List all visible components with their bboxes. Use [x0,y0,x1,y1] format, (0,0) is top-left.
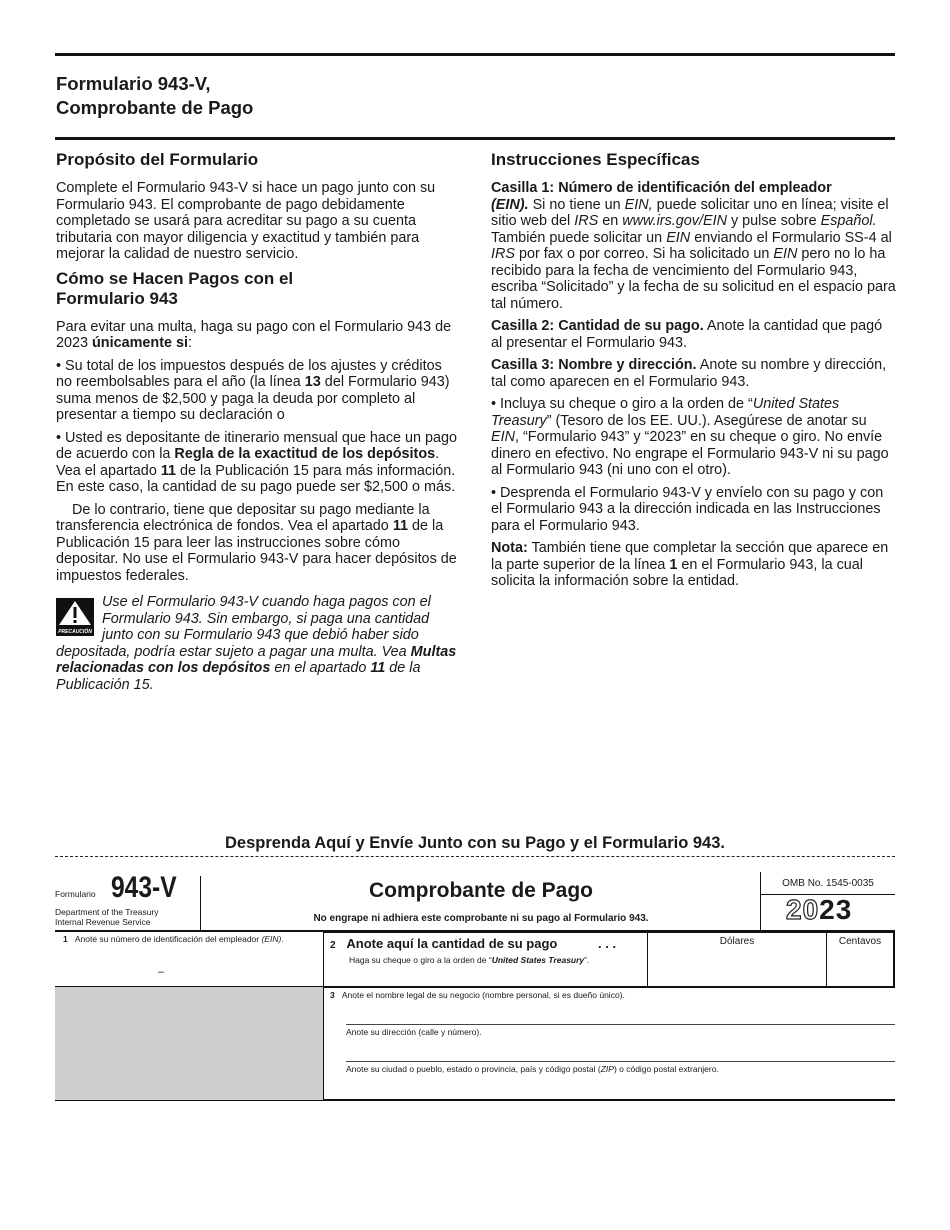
column-divider [323,930,324,1100]
tax-year: 2023 [786,894,853,925]
omb-number: OMB No. 1545-0035 [782,878,874,889]
payment-voucher [55,872,895,1100]
cents-field[interactable] [827,952,893,985]
svg-text:PRECAUCIÓN: PRECAUCIÓN [58,629,92,635]
box3-address-label: Anote su dirección (calle y número). [346,1027,482,1037]
purpose-text: Complete el Formulario 943-V si hace un pago junto con su Formulario 943. El comprobante de pago debidamente completado se usará para acreditar su pago a su cuenta tributaria con mayor diligencia y exactitud y también para mejorar la calidad de nuestro servicio. [56,180,436,262]
purpose-heading: Propósito del Formulario [56,150,259,169]
form-word: Formulario [55,889,96,899]
box2-label: 2 Anote aquí la cantidad de su pago [330,936,558,951]
box1-instructions: Casilla 1: Número de identificación del empleador (EIN). Si no tiene un EIN, puede solicitar uno en línea; visite el sitio web del IRS en www.irs.gov/EIN y pulse sobre Español. También puede solicitar un EIN enviando el Formulario SS-4 al IRS por fax o por correo. Si ha solicitado un EIN pero no lo ha recibido para la fecha de vencimiento del Formulario 943, escriba “Solicitado” y la fecha de su solicitud en el espacio para tal número. [491,180,896,312]
box2-right-rule [893,931,895,987]
note-paragraph: Nota: También tiene que completar la sección que aparece en la parte superior de la línea 1 en el Formulario 943, la cual solicita la información sobre la entidad. [491,540,889,589]
right-column [491,150,896,596]
otherwise-paragraph: De lo contrario, tiene que depositar su pago mediante la transferencia electrónica de fondos. Vea el apartado 11 de la Publicación 15 para leer las instrucciones sobre cómo depositar. No use el Formulario 943-V para hacer depósitos de impuestos federales. [56,501,457,584]
payments-heading: Cómo se Hacen Pagos con el Formulario 943 [56,268,294,308]
header-rule [55,137,895,140]
ein-field[interactable] [63,948,318,984]
box3-city-label: Anote su ciudad o pueblo, estado o provincia, país y código postal (ZIP) o código postal extranjero. [346,1064,719,1074]
cents-label: Centavos [838,936,882,947]
department-name: Department of the Treasury Internal Revenue Service [55,907,159,927]
dollars-field[interactable] [648,952,825,985]
box2-dots: . . . [598,936,617,951]
address-field[interactable] [346,1040,895,1060]
specific-instructions-heading: Instrucciones Específicas [491,150,700,169]
bullet-total-tax: • Su total de los impuestos después de los ajustes y créditos no reembolsables para el año (la línea 13 del Formulario 943) suma menos de $2,500 y paga la deuda por completo al presentar a tiempo su declaración o [56,357,450,423]
voucher-title: Comprobante de Pago [368,879,594,902]
business-name-field[interactable] [346,1003,895,1024]
left-column [56,150,461,693]
box2-top-rule [323,931,895,933]
cut-line [55,856,895,857]
shaded-area [55,987,323,1100]
box3-instructions: Casilla 3: Nombre y dirección. Anote su nombre y dirección, tal como aparecen en el Formulario 943. [491,357,887,390]
name-line [346,1024,895,1025]
title-line-1: Formulario 943-V, [56,73,211,94]
address-line [346,1061,895,1062]
caution-icon [56,598,94,636]
bullet-detach: • Desprenda el Formulario 943-V y envíelo con su pago y con el Formulario 943 a la dirección indicada en las Instrucciones para el Formulario 943. [491,484,884,534]
city-field[interactable] [346,1077,895,1098]
form-number: 943-V [111,871,177,904]
page-title [56,72,556,120]
top-rule [55,53,895,56]
detach-instruction: Desprenda Aquí y Envíe Junto con su Pago y el Formulario 943. [224,834,725,852]
box3-name-label: 3 Anote el nombre legal de su negocio (nombre personal, si es dueño único). [330,990,625,1000]
voucher-subtitle: No engrape ni adhiera este comprobante ni su pago al Formulario 943. [313,913,649,924]
bullet-monthly-depositor: • Usted es depositante de itinerario mensual que hace un pago de acuerdo con la Regla de la exactitud de los depósitos. Vea el apartado 11 de la Publicación 15 para más información. En este caso, la cantidad de su pago puede ser $2,500 o más. [56,429,458,495]
title-line-2: Comprobante de Pago [56,97,254,118]
box2-payee-note: Haga su cheque o giro a la orden de “United States Treasury”. [349,955,590,965]
box1-label: 1 Anote su número de identificación del empleador (EIN). [63,934,284,944]
ein-dash: – [158,966,165,978]
bullet-check: • Incluya su cheque o giro a la orden de “United States Treasury” (Tesoro de los EE. UU.). Asegúrese de anotar su EIN, “Formulario 943” y “2023” en su cheque o giro. No envíe dinero en efectivo. No engrape el Formulario 943-V ni su pago al Formulario 943 (ni uno con el otro). [491,396,889,478]
payments-intro: Para evitar una multa, haga su pago con el Formulario 943 de 2023 únicamente si: [56,318,452,351]
box2-instructions: Casilla 2: Cantidad de su pago. Anote la cantidad que pagó al presentar el Formulario 943. [491,318,883,351]
caution-note: PRECAUCIÓN Use el Formulario 943-V cuando haga pagos con el Formulario 943. Sin embargo, si paga una cantidad junto con su Formulario 943 que debió haber sido depositada, podría estar sujeto a pagar una multa. Vea Multas relacionadas con los depósitos en el apartado 11 de la Publicación 15. [56,594,457,693]
dollars-label: Dólares [719,936,755,947]
